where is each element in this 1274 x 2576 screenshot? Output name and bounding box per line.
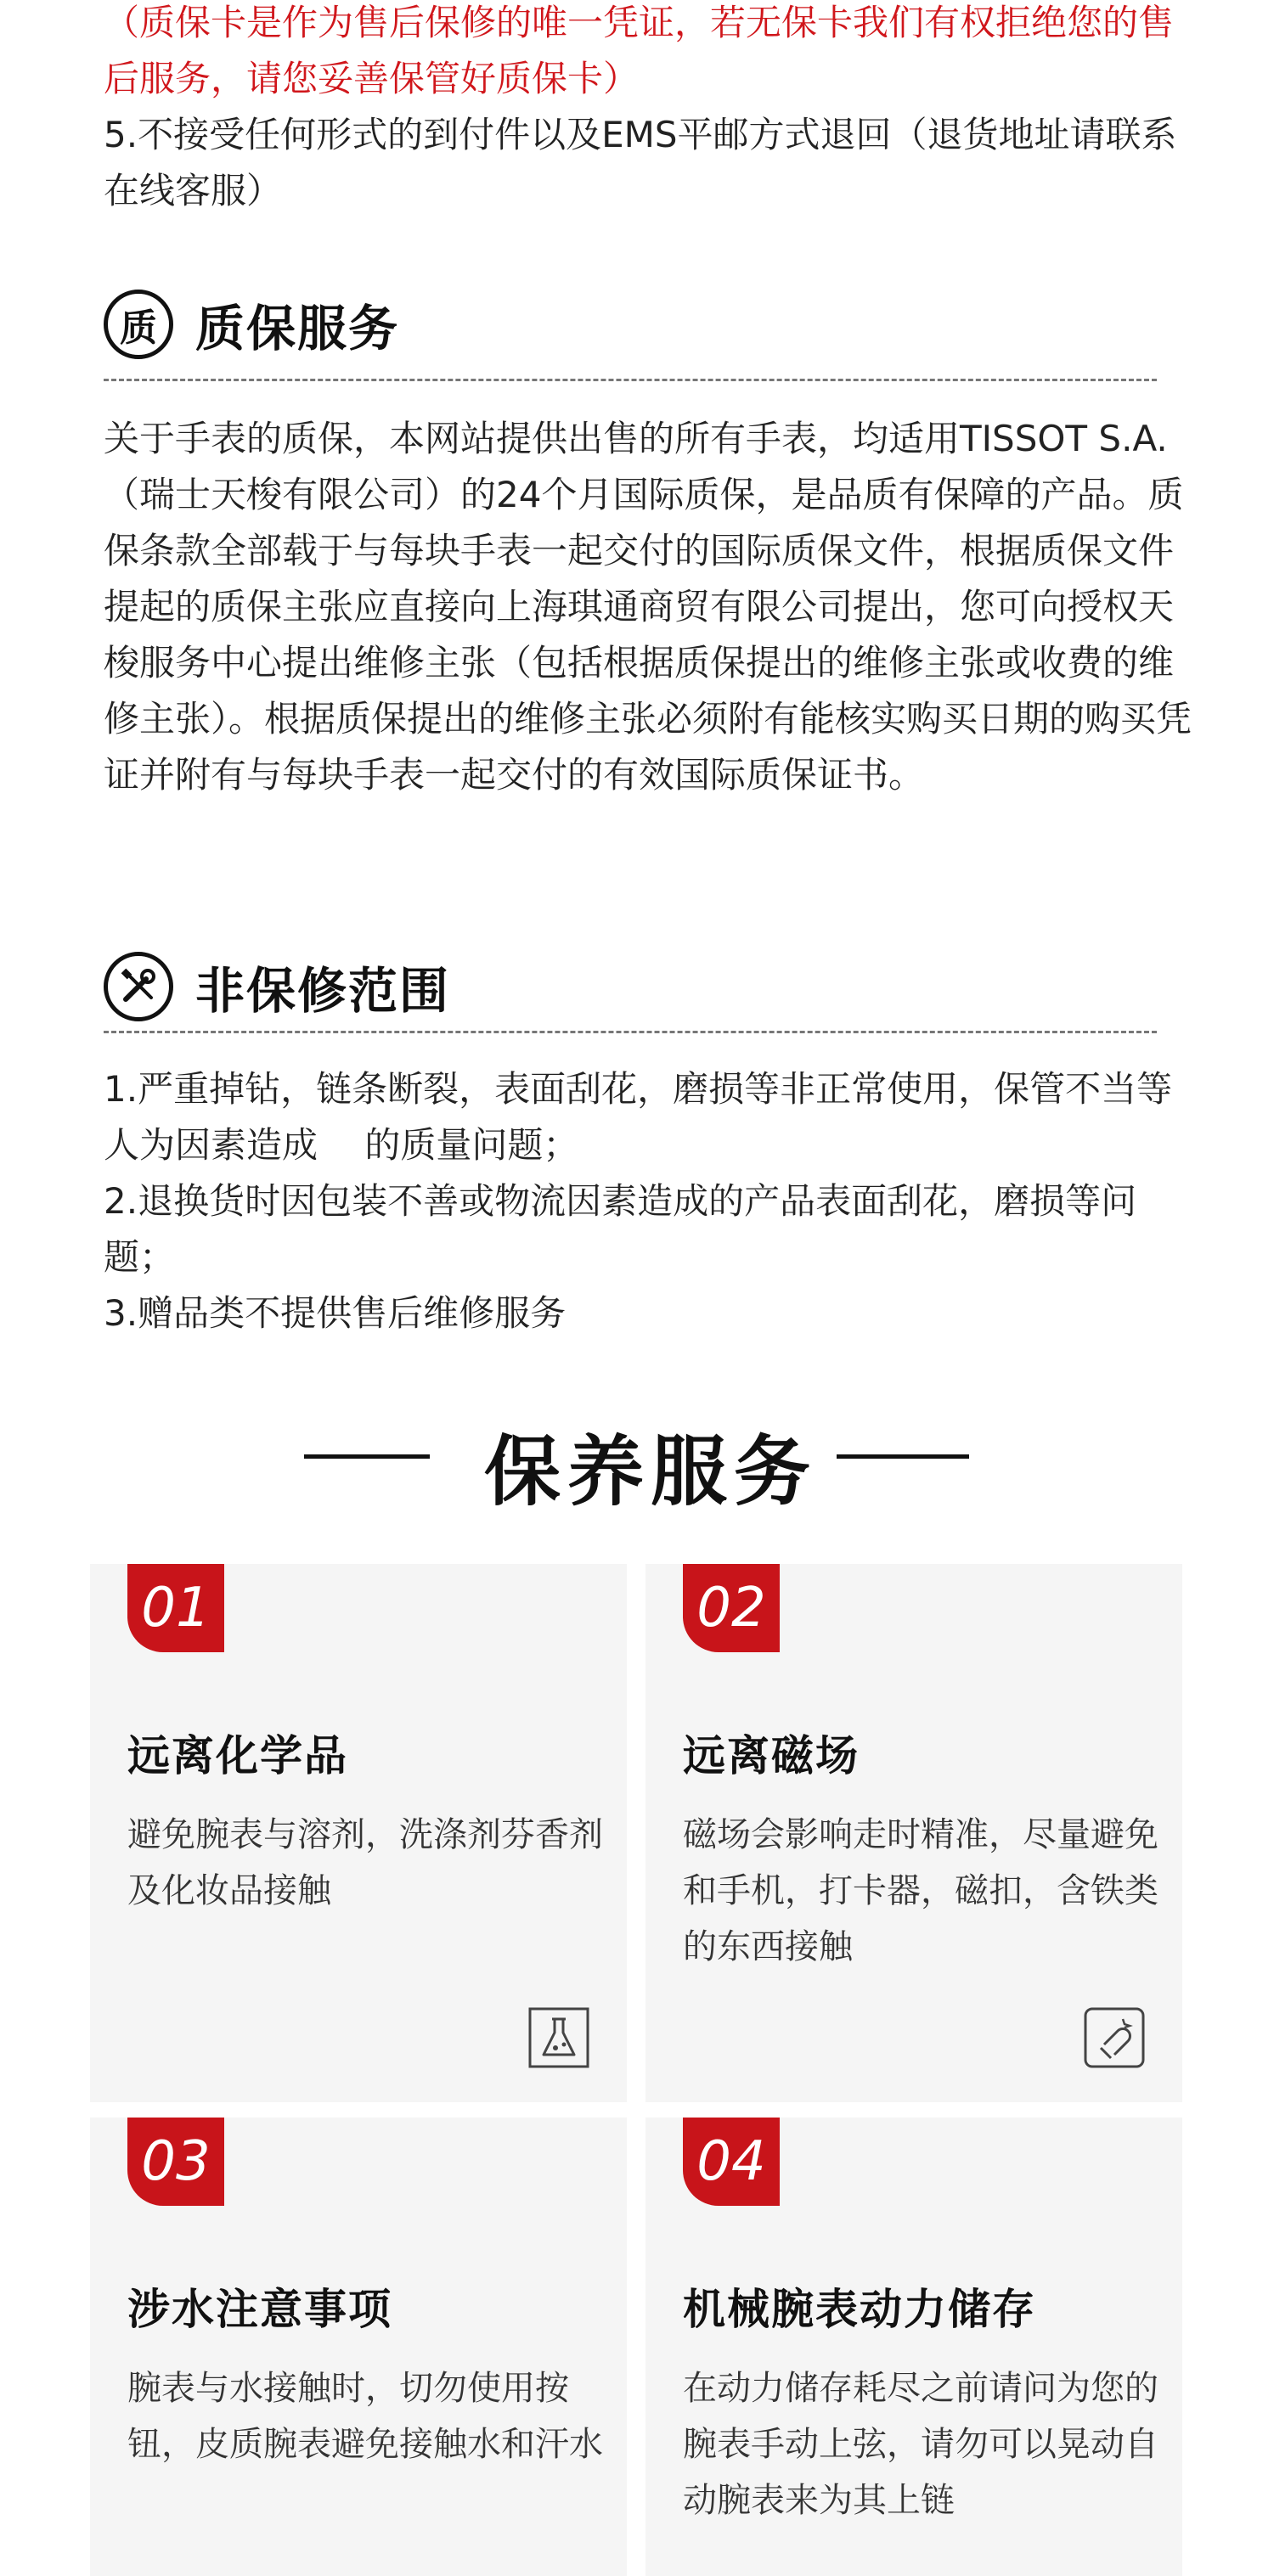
maintenance-card (645, 2118, 1182, 2576)
card-description: 在动力储存耗尽之前请问为您的腕表手动上弦，请勿可以晃动自动腕表来为其上链 (683, 2369, 1158, 2520)
card-description: 避免腕表与溶剂，洗涤剂芬香剂及化妆品接触 (127, 1815, 603, 1910)
tools-icon (104, 952, 173, 1021)
card-title: 远离磁场 (683, 1731, 860, 1780)
card-description: 磁场会影响走时精准，尽量避免和手机，打卡器，磁扣，含铁类的东西接触 (683, 1815, 1158, 1966)
card-number-badge: 01 (127, 1564, 224, 1652)
card-title: 远离化学品 (127, 1731, 348, 1780)
warranty-section-title: 质保服务 (195, 300, 400, 357)
card-title: 机械腕表动力储存 (683, 2285, 1036, 2334)
non-warranty-list (104, 1061, 1208, 1341)
card-title: 涉水注意事项 (127, 2285, 392, 2334)
section-divider (104, 1031, 1157, 1033)
warranty-icon: 质 (104, 290, 173, 359)
warranty-body: 关于手表的质保，本网站提供出售的所有手表，均适用TISSOT S.A.（瑞士天梭有限公司）的24个月国际质保，是品质有保障的产品。质保条款全部载于与每块手表一起交付的国际质保文件，根据质保文件提起的质保主张应直接向上海琪通商贸有限公司提出，您可向授权天梭服务中心提出维修主张（包括根据质保提出的维修主张或收费的维修主张）。根据质保提出的维修主张必须附有能核实购买日期的购买凭证并附有与每块手表一起交付的有效国际质保证书。 (104, 418, 1192, 796)
warranty-section-header (104, 289, 399, 360)
maintenance-title: 保养服务 (484, 1427, 817, 1516)
return-policy-note: 5.不接受任何形式的到付件以及EMS平邮方式退回（退货地址请联系在线客服） (104, 114, 1177, 211)
list-item: 3.赠品类不提供售后维修服务 (104, 1292, 567, 1334)
magnet-icon (1084, 2007, 1145, 2068)
maintenance-heading (0, 1409, 1274, 1516)
card-number-badge: 03 (127, 2118, 224, 2206)
maintenance-card (90, 2118, 627, 2576)
section-divider (104, 379, 1157, 381)
warranty-card-note: （质保卡是作为售后保修的唯一凭证，若无保卡我们有权拒绝您的售后服务，请您妥善保管好质保卡） (104, 2, 1175, 99)
card-description: 腕表与水接触时，切勿使用按钮，皮质腕表避免接触水和汗水 (127, 2369, 603, 2464)
non-warranty-section-title: 非保修范围 (195, 962, 451, 1020)
maintenance-card (90, 1564, 627, 2102)
list-item: 1.严重掉钻，链条断裂，表面刮花，磨损等非正常使用，保管不当等人为因素造成 的质量问题； (104, 1068, 1173, 1166)
card-number-badge: 02 (683, 1564, 780, 1652)
list-item: 2.退换货时因包装不善或物流因素造成的产品表面刮花，磨损等问题； (104, 1180, 1137, 1278)
non-warranty-section-header (104, 951, 450, 1022)
maintenance-card (645, 1564, 1182, 2102)
card-number-badge: 04 (683, 2118, 780, 2206)
flask-icon (528, 2007, 589, 2068)
title-rule-left (304, 1454, 430, 1459)
title-rule-right (837, 1454, 969, 1459)
